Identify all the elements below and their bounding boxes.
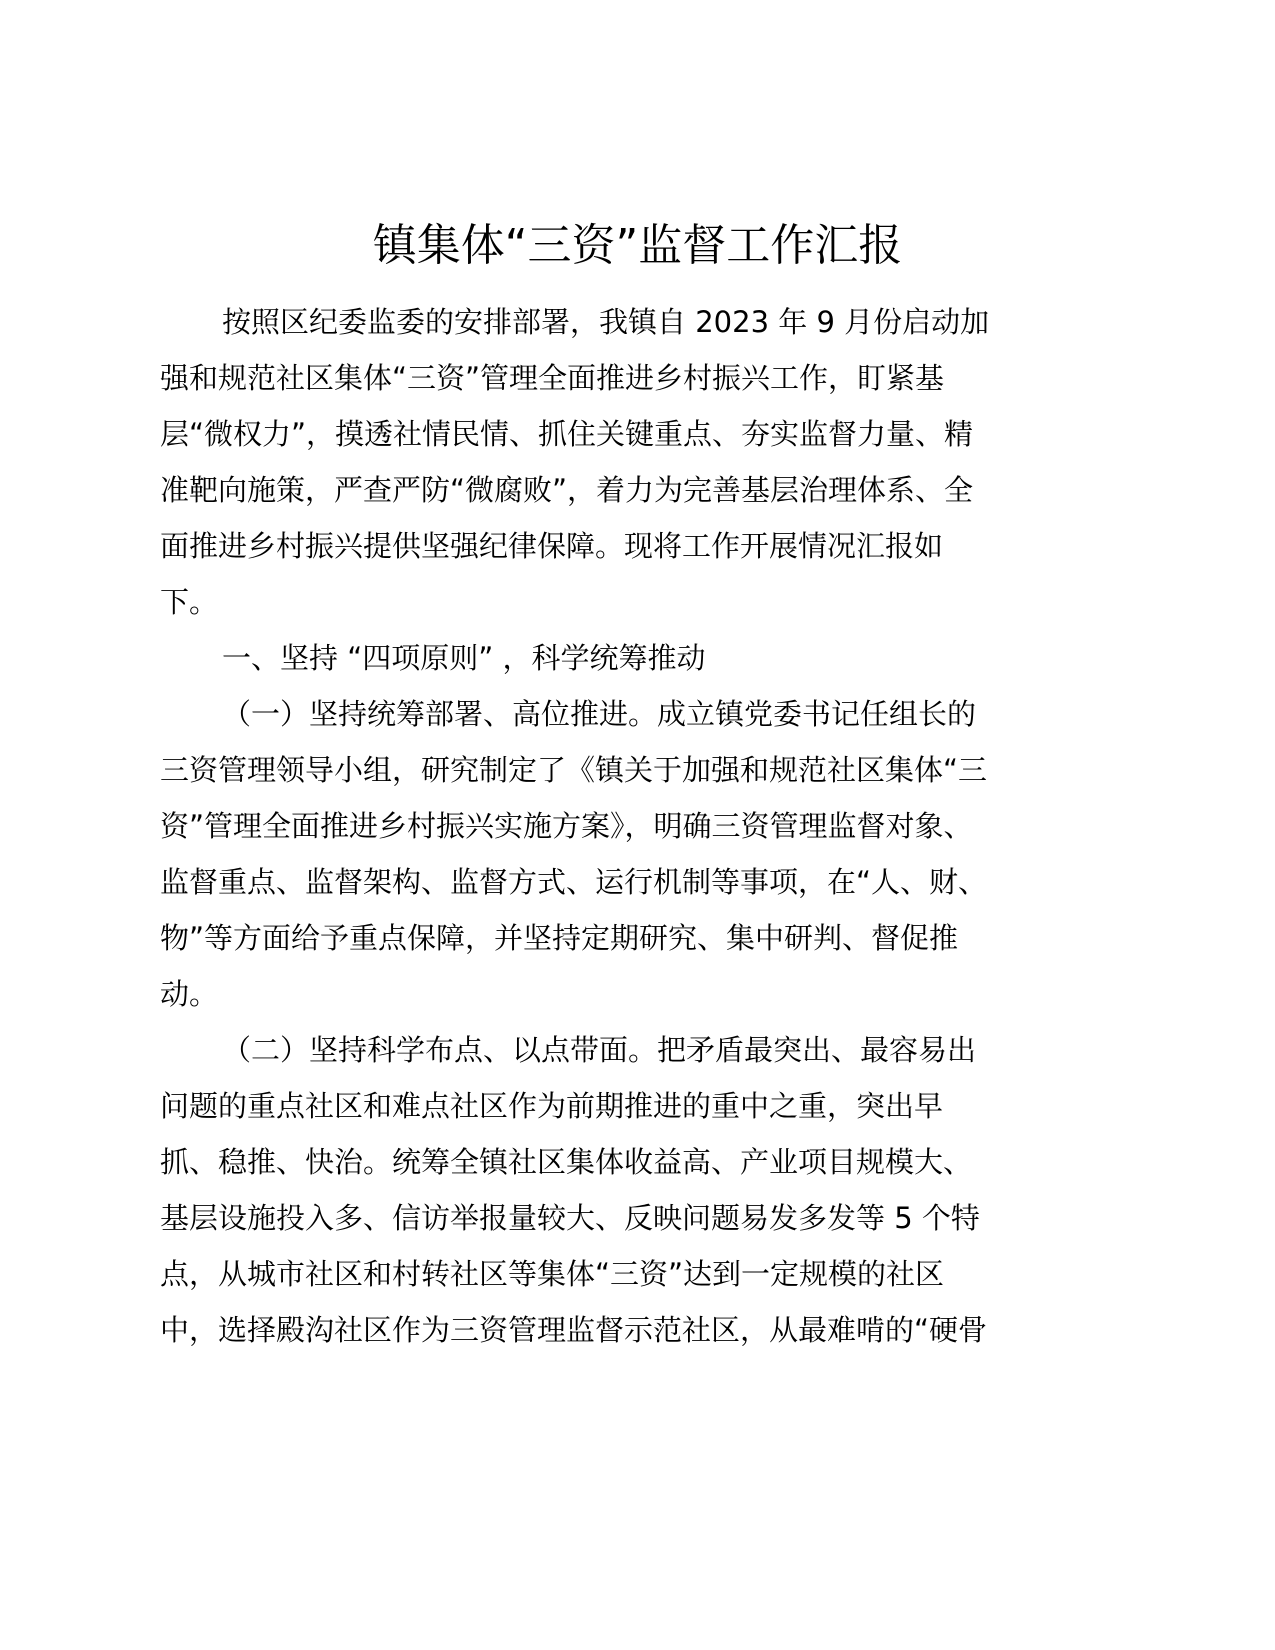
text-line: （一）坚持统筹部署、高位推进。成立镇党委书记任组长的 [222,697,977,731]
text-line: 动。 [160,977,219,1011]
text-line: 抓、稳推、快治。统筹全镇社区集体收益高、产业项目规模大、 [160,1145,973,1179]
text-line: 资”管理全面推进乡村振兴实施方案》，明确三资管理监督对象、 [160,809,973,843]
text-line: 三资管理领导小组，研究制定了《镇关于加强和规范社区集体“三 [160,753,988,787]
text-line: 监督重点、监督架构、监督方式、运行机制等事项，在“人、财、 [160,865,988,899]
section-heading: 一、坚持 “四项原则” ，科学统筹推动 [222,641,706,675]
document-title: 镇集体“三资”监督工作汇报 [372,220,903,271]
text-line: 按照区纪委监委的安排部署，我镇自 2023 年 9 月份启动加 [222,305,990,339]
document-body [160,294,1085,1358]
text-line: 问题的重点社区和难点社区作为前期推进的重中之重，突出早 [160,1089,944,1123]
text-line: 面推进乡村振兴提供坚强纪律保障。现将工作开展情况汇报如 [160,529,944,563]
text-line: （二）坚持科学布点、以点带面。把矛盾最突出、最容易出 [222,1033,977,1067]
text-line: 层“微权力”，摸透社情民情、抓住关键重点、夯实监督力量、精 [160,417,974,451]
text-line: 准靶向施策，严查严防“微腐败”，着力为完善基层治理体系、全 [160,473,974,507]
text-line: 下。 [160,585,219,619]
text-line: 中，选择殿沟社区作为三资管理监督示范社区，从最难啃的“硬骨 [160,1313,988,1347]
text-line: 强和规范社区集体“三资”管理全面推进乡村振兴工作，盯紧基 [160,361,945,395]
text-line: 基层设施投入多、信访举报量较大、反映问题易发多发等 5 个特 [160,1201,980,1235]
text-line: 点，从城市社区和村转社区等集体“三资”达到一定规模的社区 [160,1257,945,1291]
text-line: 物”等方面给予重点保障，并坚持定期研究、集中研判、督促推 [160,921,959,955]
